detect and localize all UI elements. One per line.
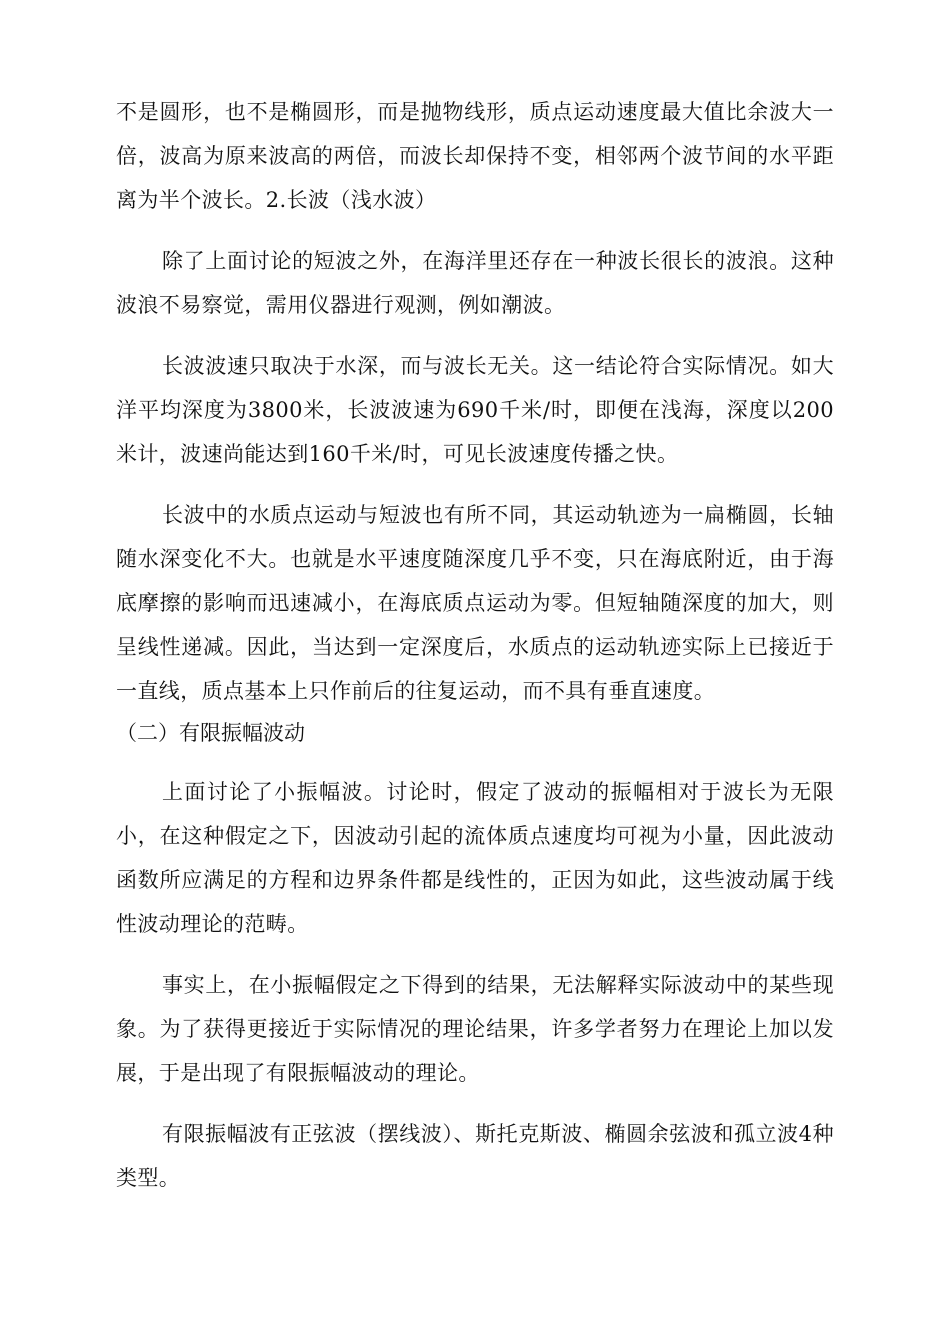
document-body [116, 90, 834, 1200]
paragraph-wave-shape: 不是圆形，也不是椭圆形，而是抛物线形，质点运动速度最大值比余波大一倍，波高为原来波高的两倍，而波长却保持不变，相邻两个波节间的水平距离为半个波长。2.长波（浅水波） [116, 100, 834, 212]
paragraph-finite-amplitude-theory: 事实上，在小振幅假定之下得到的结果，无法解释实际波动中的某些现象。为了获得更接近于实际情况的理论结果，许多学者努力在理论上加以发展，于是出现了有限振幅波动的理论。 [116, 973, 834, 1085]
paragraph-small-amplitude: 上面讨论了小振幅波。讨论时，假定了波动的振幅相对于波长为无限小，在这种假定之下，因波动引起的流体质点速度均可视为小量，因此波动函数所应满足的方程和边界条件都是线性的，正因为如此，这些波动属于线性波动理论的范畴。 [116, 780, 834, 936]
paragraph-long-wave-motion: 长波中的水质点运动与短波也有所不同，其运动轨迹为一扁椭圆，长轴随水深变化不大。也就是水平速度随深度几乎不变，只在海底附近，由于海底摩擦的影响而迅速减小，在海底质点运动为零。但短轴随深度的加大，则呈线性递减。因此，当达到一定深度后，水质点的运动轨迹实际上已接近于一直线，质点基本上只作前后的往复运动，而不具有垂直速度。 [116, 503, 834, 703]
section-heading-finite-amplitude: （二）有限振幅波动 [116, 721, 305, 745]
paragraph-wave-types: 有限振幅波有正弦波（摆线波）、斯托克斯波、椭圆余弦波和孤立波4种类型。 [116, 1122, 834, 1190]
paragraph-long-wave-intro: 除了上面讨论的短波之外，在海洋里还存在一种波长很长的波浪。这种波浪不易察觉，需用仪器进行观测，例如潮波。 [116, 249, 834, 317]
paragraph-long-wave-speed: 长波波速只取决于水深，而与波长无关。这一结论符合实际情况。如大洋平均深度为3800米，长波波速为690千米/时，即便在浅海，深度以200米计，波速尚能达到160千米/时，可见长波速度传播之快。 [116, 354, 834, 466]
